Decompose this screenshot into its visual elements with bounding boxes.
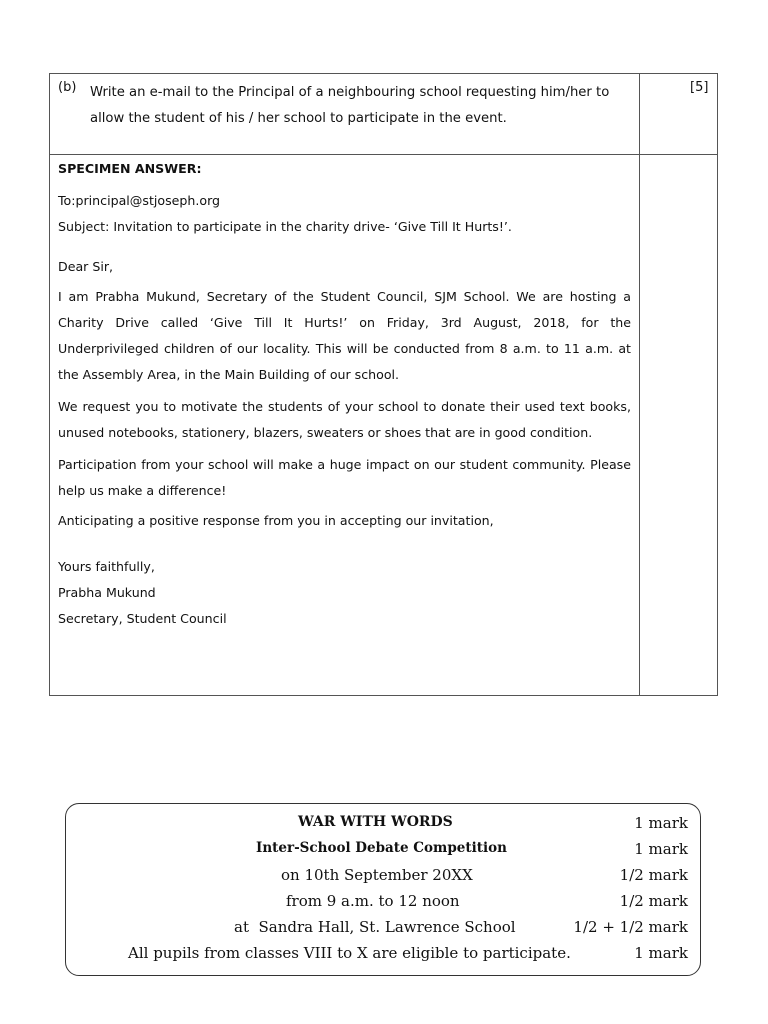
- notice-mark: 1/2 mark: [619, 866, 688, 884]
- question-label: (b): [58, 80, 77, 95]
- body-paragraph-4: Anticipating a positive response from you in accepting our invitation,: [58, 513, 494, 528]
- answer-title: SPECIMEN ANSWER:: [58, 161, 202, 176]
- body-paragraph-3: Participation from your school will make a huge impact on our student community. Please help us make a difference!: [58, 457, 631, 498]
- notice-mark: 1 mark: [634, 814, 688, 832]
- notice-mark: 1 mark: [634, 944, 688, 962]
- row-divider: [50, 154, 717, 155]
- notice-row: [66, 840, 700, 866]
- specimen-answer: [58, 156, 631, 632]
- notice-mark: 1 mark: [634, 840, 688, 858]
- notice-time: from 9 a.m. to 12 noon: [286, 892, 460, 910]
- body-paragraph-2: We request you to motivate the students of your school to donate their used text books, unused notebooks, stationery, blazers, sweaters or shoes that are in good condition.: [58, 399, 631, 440]
- closing: Yours faithfully,: [58, 559, 155, 574]
- notice-eligibility: All pupils from classes VIII to X are eligible to participate.: [128, 944, 571, 962]
- salutation: Dear Sir,: [58, 259, 114, 274]
- question-marks: [5]: [690, 80, 709, 95]
- sender-designation: Secretary, Student Council: [58, 611, 227, 626]
- body-paragraph-1: I am Prabha Mukund, Secretary of the Student Council, SJM School. We are hosting a Charity Drive called ‘Give Till It Hurts!’ on Friday, 3rd August, 2018, for the Underprivileged children of our locality. This will be conducted from 8 a.m. to 11 a.m. at the Assembly Area, in the Main Building of our school.: [58, 289, 631, 382]
- notice-row: [66, 918, 700, 944]
- notice-box: [65, 803, 701, 976]
- notice-subtitle: Inter-School Debate Competition: [256, 840, 507, 856]
- question-text: Write an e-mail to the Principal of a neighbouring school requesting him/her to allow the student of his / her school to participate in the event.: [90, 85, 610, 126]
- email-to: To:principal@stjoseph.org: [58, 193, 221, 208]
- notice-row: [66, 814, 700, 840]
- notice-venue: at Sandra Hall, St. Lawrence School: [234, 918, 516, 936]
- sender-name: Prabha Mukund: [58, 585, 156, 600]
- notice-row: [66, 944, 700, 970]
- email-subject: Subject: Invitation to participate in the charity drive- ‘Give Till It Hurts!’.: [58, 219, 512, 234]
- notice-row: [66, 866, 700, 892]
- column-divider: [639, 74, 640, 695]
- notice-row: [66, 892, 700, 918]
- notice-title: WAR WITH WORDS: [298, 814, 453, 830]
- notice-mark: 1/2 + 1/2 mark: [573, 918, 688, 936]
- notice-date: on 10th September 20XX: [281, 866, 473, 884]
- notice-mark: 1/2 mark: [619, 892, 688, 910]
- question-table: [49, 73, 718, 696]
